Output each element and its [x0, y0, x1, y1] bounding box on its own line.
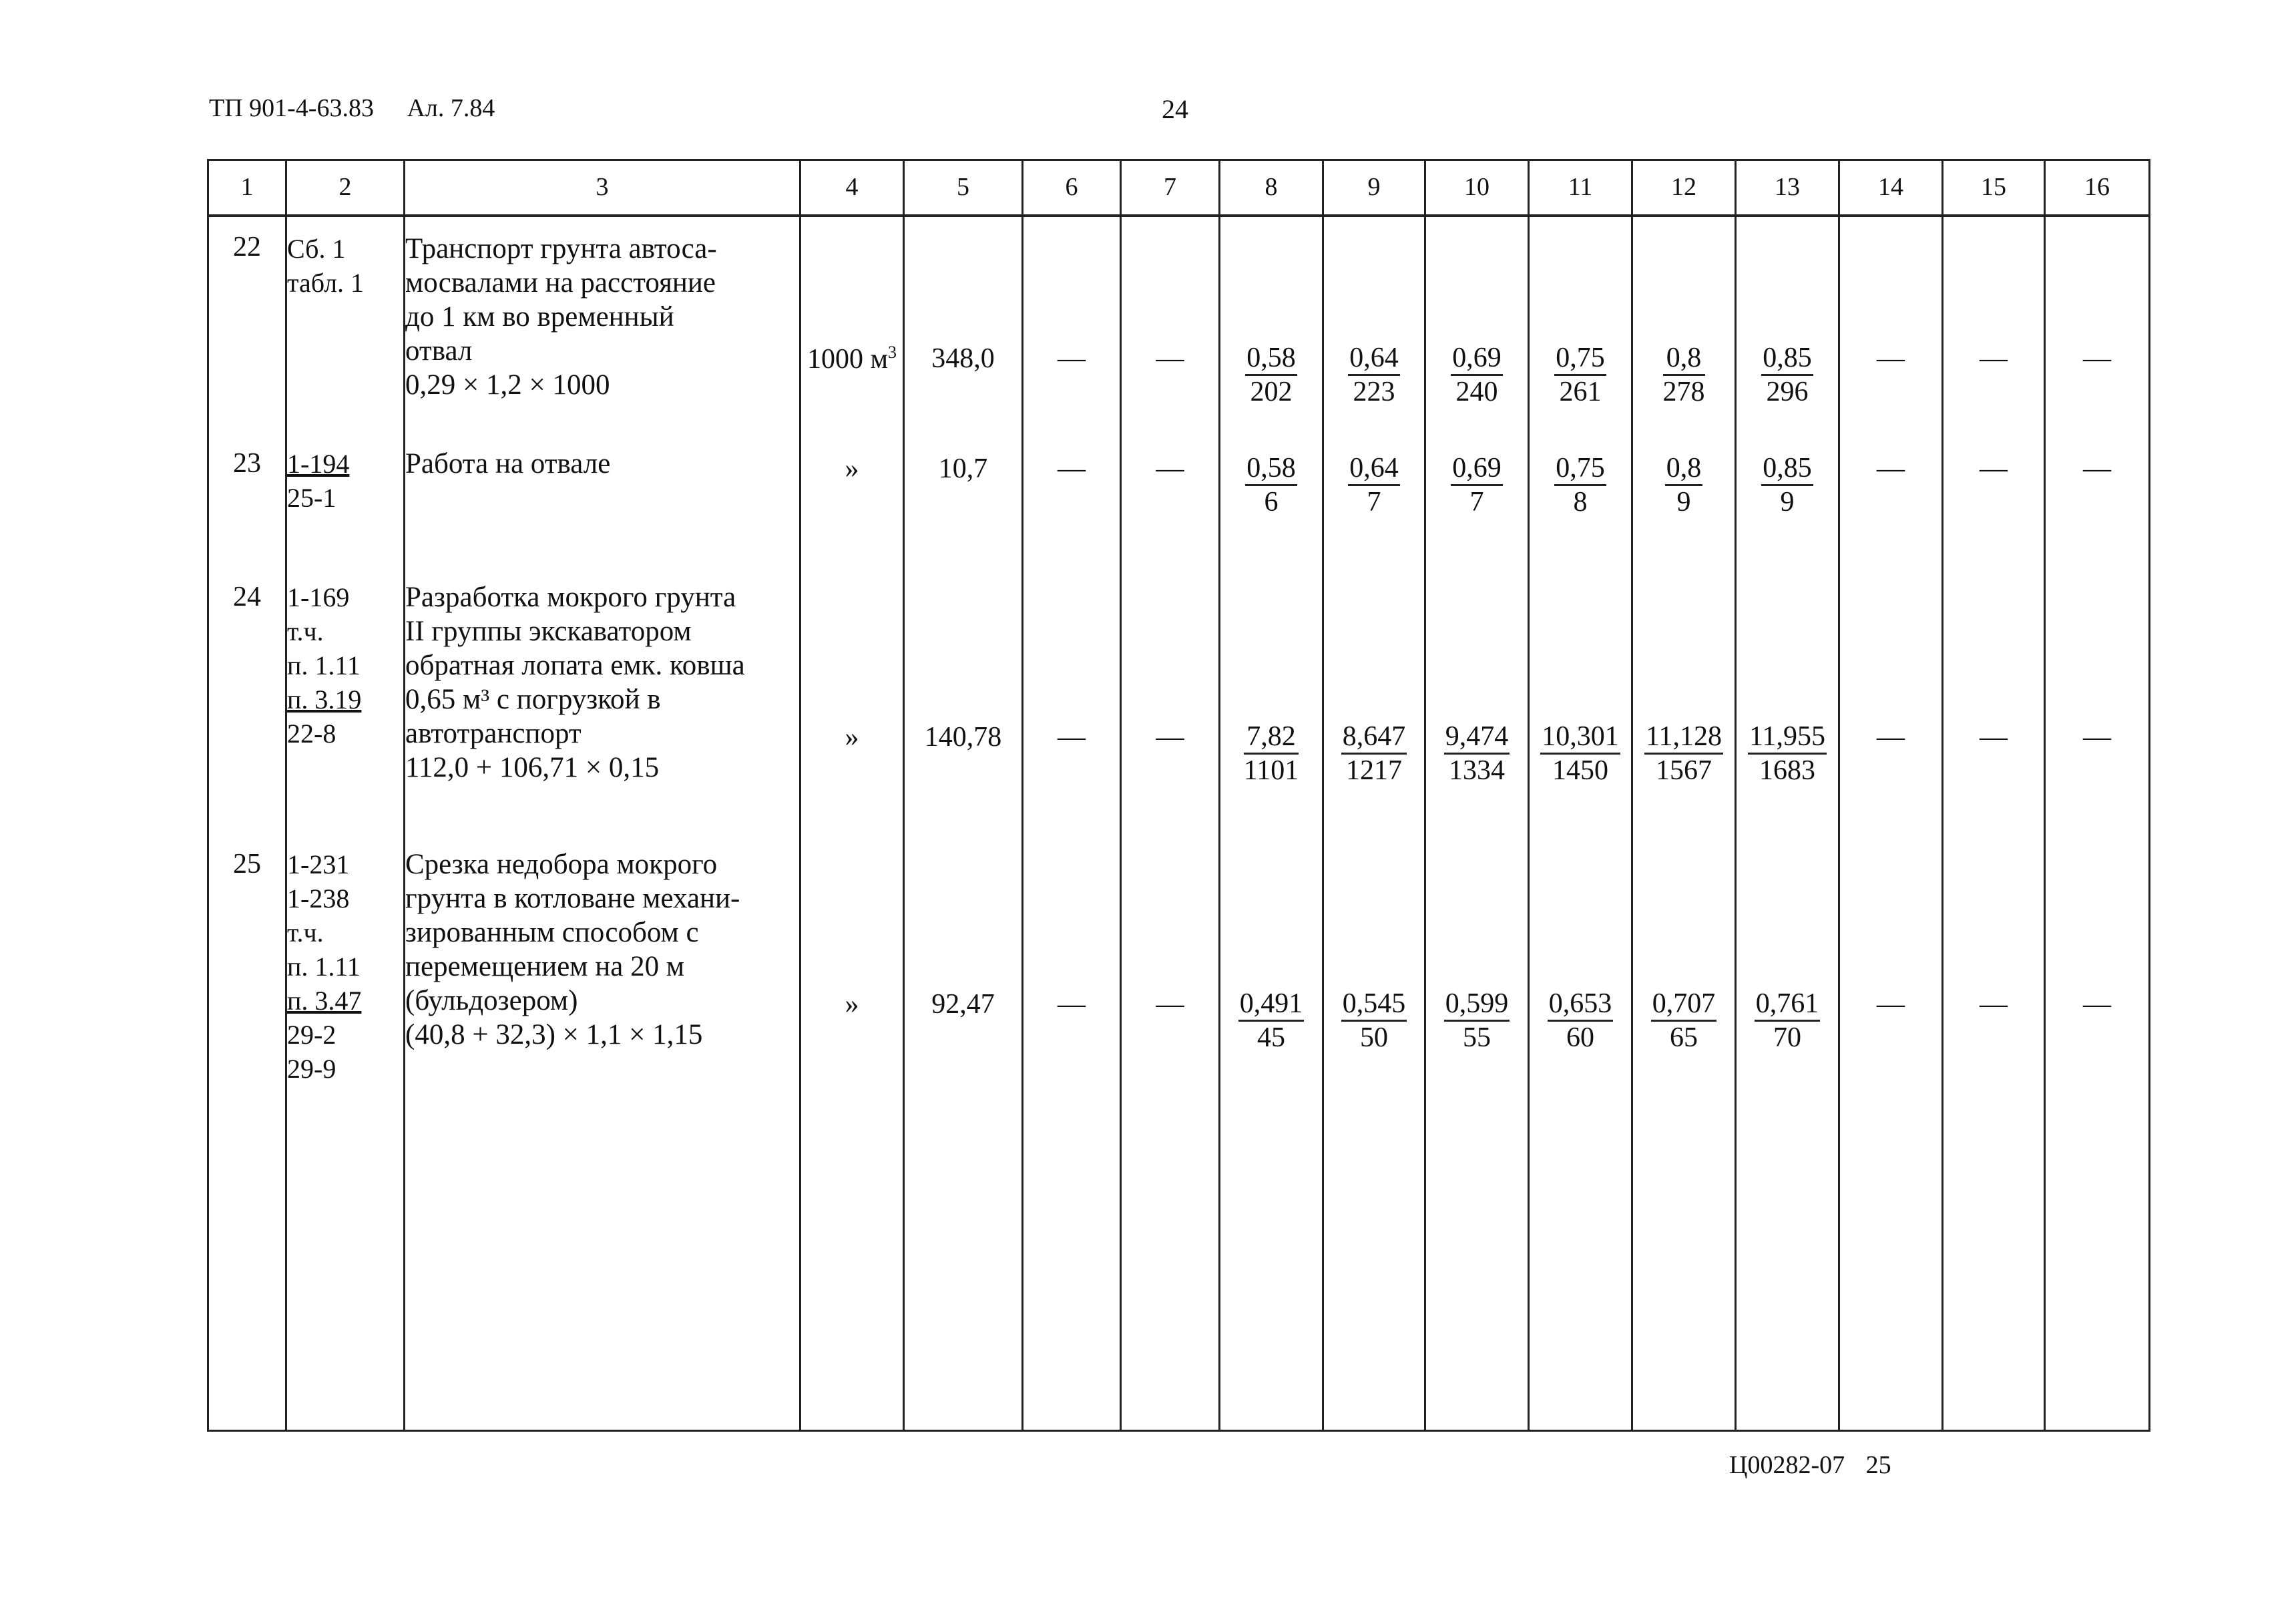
fraction-cell — [1323, 216, 1425, 447]
unit-text: » — [845, 453, 859, 484]
unit-cell — [800, 216, 904, 447]
fraction-denominator: 70 — [1773, 1022, 1801, 1053]
reference-line: 22-8 — [287, 719, 336, 749]
fraction-denominator: 278 — [1662, 377, 1705, 407]
fraction-denominator: 223 — [1353, 377, 1395, 407]
description-line: перемещением на 20 м — [405, 951, 685, 982]
fraction-denominator: 7 — [1367, 487, 1381, 518]
description-line: отвал — [405, 335, 473, 367]
fraction — [1548, 988, 1614, 1054]
table-row — [208, 847, 2150, 1430]
dash-cell: — — [1839, 447, 1943, 580]
fraction-denominator: 240 — [1455, 377, 1498, 407]
description-line: обратная лопата емк. ковша — [405, 650, 745, 681]
column-header: 16 — [2045, 160, 2150, 216]
dash-cell: — — [1943, 216, 2045, 447]
description-line: мосвалами на расстояние — [405, 267, 716, 298]
table-row — [208, 447, 2150, 580]
description-line: грунта в котловане механи- — [405, 883, 740, 914]
fraction — [1245, 452, 1297, 518]
document-code: Ц00282-07 — [1729, 1451, 1845, 1479]
column-header: 2 — [286, 160, 405, 216]
column-header: 3 — [405, 160, 800, 216]
dash-cell: — — [1943, 847, 2045, 1430]
reference-line: 1-231 — [287, 849, 350, 879]
fraction-cell — [1632, 847, 1736, 1430]
fraction-numerator: 0,58 — [1245, 452, 1297, 486]
description-cell — [405, 580, 800, 847]
fraction — [1245, 342, 1297, 408]
description-line: Срезка недобора мокрого — [405, 849, 718, 880]
fraction-cell — [1323, 847, 1425, 1430]
reference-line: 1-238 — [287, 883, 350, 914]
dash-cell: — — [1839, 847, 1943, 1430]
fraction-cell — [1736, 447, 1839, 580]
dash-cell: — — [1121, 447, 1220, 580]
unit-text: » — [845, 989, 859, 1020]
fraction-cell — [1323, 447, 1425, 580]
dash-cell: — — [1121, 216, 1220, 447]
unit-cell — [800, 447, 904, 580]
fraction-cell — [1220, 580, 1323, 847]
quantity-cell: 92,47 — [904, 847, 1023, 1430]
description-line: (40,8 + 32,3) × 1,1 × 1,15 — [405, 1019, 703, 1050]
dash-cell: — — [1023, 447, 1121, 580]
fraction — [1341, 988, 1407, 1054]
fraction — [1663, 342, 1705, 408]
fraction-cell — [1736, 580, 1839, 847]
dash-cell: — — [1943, 580, 2045, 847]
column-header: 8 — [1220, 160, 1323, 216]
page-number: 24 — [1162, 94, 1188, 124]
fraction — [1665, 452, 1703, 518]
row-number: 25 — [208, 847, 286, 1430]
fraction-numerator: 0,491 — [1238, 988, 1305, 1022]
fraction — [1748, 721, 1827, 787]
column-header: 7 — [1121, 160, 1220, 216]
fraction-numerator: 0,653 — [1548, 988, 1614, 1022]
fraction — [1348, 452, 1400, 518]
description-line: II группы экскаватором — [405, 616, 692, 647]
column-header: 13 — [1736, 160, 1839, 216]
reference-line: 1-194 — [287, 449, 350, 479]
fraction — [1451, 452, 1503, 518]
unit-cell — [800, 847, 904, 1430]
document-header — [209, 93, 495, 123]
fraction-numerator: 11,128 — [1644, 721, 1723, 755]
fraction-denominator: 6 — [1264, 487, 1279, 518]
description-line: Работа на отвале — [405, 448, 611, 479]
quantity-cell: 10,7 — [904, 447, 1023, 580]
reference-line: табл. 1 — [287, 268, 365, 298]
fraction — [1651, 988, 1717, 1054]
fraction-cell — [1632, 580, 1736, 847]
fraction-denominator: 45 — [1257, 1022, 1285, 1053]
fraction-cell — [1220, 216, 1323, 447]
fraction-cell — [1736, 216, 1839, 447]
fraction-denominator: 1567 — [1655, 755, 1712, 786]
fraction-denominator: 50 — [1360, 1022, 1388, 1053]
fraction-numerator: 8,647 — [1341, 721, 1407, 755]
reference-line: п. 3.19 — [287, 684, 362, 715]
table-row — [208, 580, 2150, 847]
fraction — [1644, 721, 1723, 787]
row-number: 23 — [208, 447, 286, 580]
fraction-cell — [1425, 447, 1529, 580]
fraction-denominator: 261 — [1559, 377, 1602, 407]
fraction — [1554, 342, 1606, 408]
reference-line: п. 3.47 — [287, 986, 362, 1016]
unit-superscript: 3 — [888, 343, 897, 362]
fraction — [1761, 342, 1813, 408]
dash-cell: — — [2045, 847, 2150, 1430]
quantity-cell: 140,78 — [904, 580, 1023, 847]
description-line: автотранспорт — [405, 718, 582, 749]
column-header: 15 — [1943, 160, 2045, 216]
dash-cell: — — [1023, 847, 1121, 1430]
dash-cell: — — [2045, 216, 2150, 447]
description-cell — [405, 216, 800, 447]
fraction-numerator: 11,955 — [1748, 721, 1827, 755]
description-cell — [405, 847, 800, 1430]
album-number: Ал. 7.84 — [407, 94, 495, 122]
reference-cell — [286, 447, 405, 580]
sheet-number: 25 — [1865, 1451, 1891, 1479]
reference-cell — [286, 847, 405, 1430]
fraction-numerator: 9,474 — [1444, 721, 1510, 755]
row-number: 24 — [208, 580, 286, 847]
reference-line: Сб. 1 — [287, 234, 346, 264]
column-header: 14 — [1839, 160, 1943, 216]
fraction-numerator: 0,69 — [1451, 342, 1503, 376]
fraction — [1554, 452, 1606, 518]
dash-cell: — — [1121, 580, 1220, 847]
fraction-numerator: 0,85 — [1761, 342, 1813, 376]
fraction-numerator: 0,707 — [1651, 988, 1717, 1022]
fraction-cell — [1323, 580, 1425, 847]
fraction-denominator: 1101 — [1243, 755, 1299, 786]
dash-cell: — — [2045, 580, 2150, 847]
column-header: 1 — [208, 160, 286, 216]
fraction-cell — [1632, 447, 1736, 580]
fraction-cell — [1425, 216, 1529, 447]
fraction-denominator: 8 — [1573, 487, 1588, 518]
column-header: 11 — [1529, 160, 1632, 216]
fraction-denominator: 1450 — [1552, 755, 1608, 786]
reference-line: 25-1 — [287, 483, 336, 513]
dash-cell: — — [1121, 847, 1220, 1430]
dash-cell: — — [1023, 216, 1121, 447]
fraction-denominator: 1683 — [1759, 755, 1815, 786]
dash-cell: — — [1023, 580, 1121, 847]
fraction-numerator: 0,545 — [1341, 988, 1407, 1022]
reference-cell — [286, 216, 405, 447]
quantity-cell: 348,0 — [904, 216, 1023, 447]
fraction-denominator: 9 — [1780, 487, 1795, 518]
fraction-cell — [1220, 847, 1323, 1430]
reference-cell — [286, 580, 405, 847]
column-header: 5 — [904, 160, 1023, 216]
fraction-cell — [1425, 847, 1529, 1430]
fraction — [1540, 721, 1620, 787]
unit-text: 1000 м — [807, 344, 889, 375]
fraction-denominator: 202 — [1250, 377, 1293, 407]
fraction-cell — [1425, 580, 1529, 847]
fraction-numerator: 10,301 — [1540, 721, 1620, 755]
document-footer — [1729, 1450, 1891, 1480]
description-line: до 1 км во временный — [405, 301, 674, 333]
fraction-cell — [1529, 580, 1632, 847]
fraction — [1761, 452, 1813, 518]
dash-cell: — — [2045, 447, 2150, 580]
description-cell — [405, 447, 800, 580]
column-header: 6 — [1023, 160, 1121, 216]
description-line: (бульдозером) — [405, 985, 578, 1016]
document-id: ТП 901-4-63.83 — [209, 94, 374, 122]
fraction-cell — [1529, 447, 1632, 580]
fraction-numerator: 0,8 — [1663, 342, 1705, 376]
description-line: 0,65 м³ с погрузкой в — [405, 684, 661, 715]
fraction-cell — [1529, 216, 1632, 447]
reference-line: 29-9 — [287, 1054, 336, 1084]
fraction-numerator: 0,75 — [1554, 452, 1606, 486]
reference-line: т.ч. — [287, 616, 324, 646]
table-row — [208, 216, 2150, 447]
fraction-denominator: 7 — [1469, 487, 1484, 518]
column-header: 12 — [1632, 160, 1736, 216]
column-header: 10 — [1425, 160, 1529, 216]
fraction — [1244, 721, 1299, 787]
description-line: Разработка мокрого грунта — [405, 582, 736, 613]
fraction-numerator: 7,82 — [1244, 721, 1299, 755]
reference-line: п. 1.11 — [287, 952, 361, 982]
fraction — [1341, 721, 1407, 787]
fraction-denominator: 1334 — [1449, 755, 1505, 786]
unit-text: » — [845, 722, 859, 753]
fraction-numerator: 0,75 — [1554, 342, 1606, 376]
unit-cell — [800, 580, 904, 847]
fraction-numerator: 0,761 — [1755, 988, 1821, 1022]
reference-line: п. 1.11 — [287, 650, 361, 680]
reference-line: 1-169 — [287, 582, 350, 612]
dash-cell: — — [1839, 216, 1943, 447]
fraction-denominator: 1217 — [1346, 755, 1402, 786]
fraction — [1444, 988, 1510, 1054]
fraction-cell — [1736, 847, 1839, 1430]
fraction-numerator: 0,58 — [1245, 342, 1297, 376]
fraction — [1444, 721, 1510, 787]
fraction — [1451, 342, 1503, 408]
fraction-denominator: 60 — [1566, 1022, 1594, 1053]
column-header: 9 — [1323, 160, 1425, 216]
description-line: зированным способом с — [405, 917, 699, 948]
column-header-row — [208, 160, 2150, 216]
fraction-denominator: 55 — [1463, 1022, 1491, 1053]
fraction-cell — [1632, 216, 1736, 447]
dash-cell: — — [1943, 447, 2045, 580]
fraction — [1238, 988, 1305, 1054]
column-header: 4 — [800, 160, 904, 216]
fraction-denominator: 65 — [1670, 1022, 1698, 1053]
reference-line: 29-2 — [287, 1020, 336, 1050]
description-line: 112,0 + 106,71 × 0,15 — [405, 752, 660, 783]
fraction-denominator: 296 — [1766, 377, 1809, 407]
fraction-numerator: 0,64 — [1348, 452, 1400, 486]
fraction-denominator: 9 — [1676, 487, 1691, 518]
description-line: 0,29 × 1,2 × 1000 — [405, 369, 610, 401]
fraction-numerator: 0,8 — [1665, 452, 1703, 486]
estimate-table — [207, 159, 2150, 1432]
description-line: Транспорт грунта автоса- — [405, 233, 717, 264]
fraction-cell — [1220, 447, 1323, 580]
fraction-numerator: 0,69 — [1451, 452, 1503, 486]
dash-cell: — — [1839, 580, 1943, 847]
fraction-numerator: 0,64 — [1348, 342, 1400, 376]
row-number: 22 — [208, 216, 286, 447]
fraction-numerator: 0,85 — [1761, 452, 1813, 486]
fraction — [1348, 342, 1400, 408]
reference-line: т.ч. — [287, 918, 324, 948]
fraction-numerator: 0,599 — [1444, 988, 1510, 1022]
fraction — [1755, 988, 1821, 1054]
fraction-cell — [1529, 847, 1632, 1430]
